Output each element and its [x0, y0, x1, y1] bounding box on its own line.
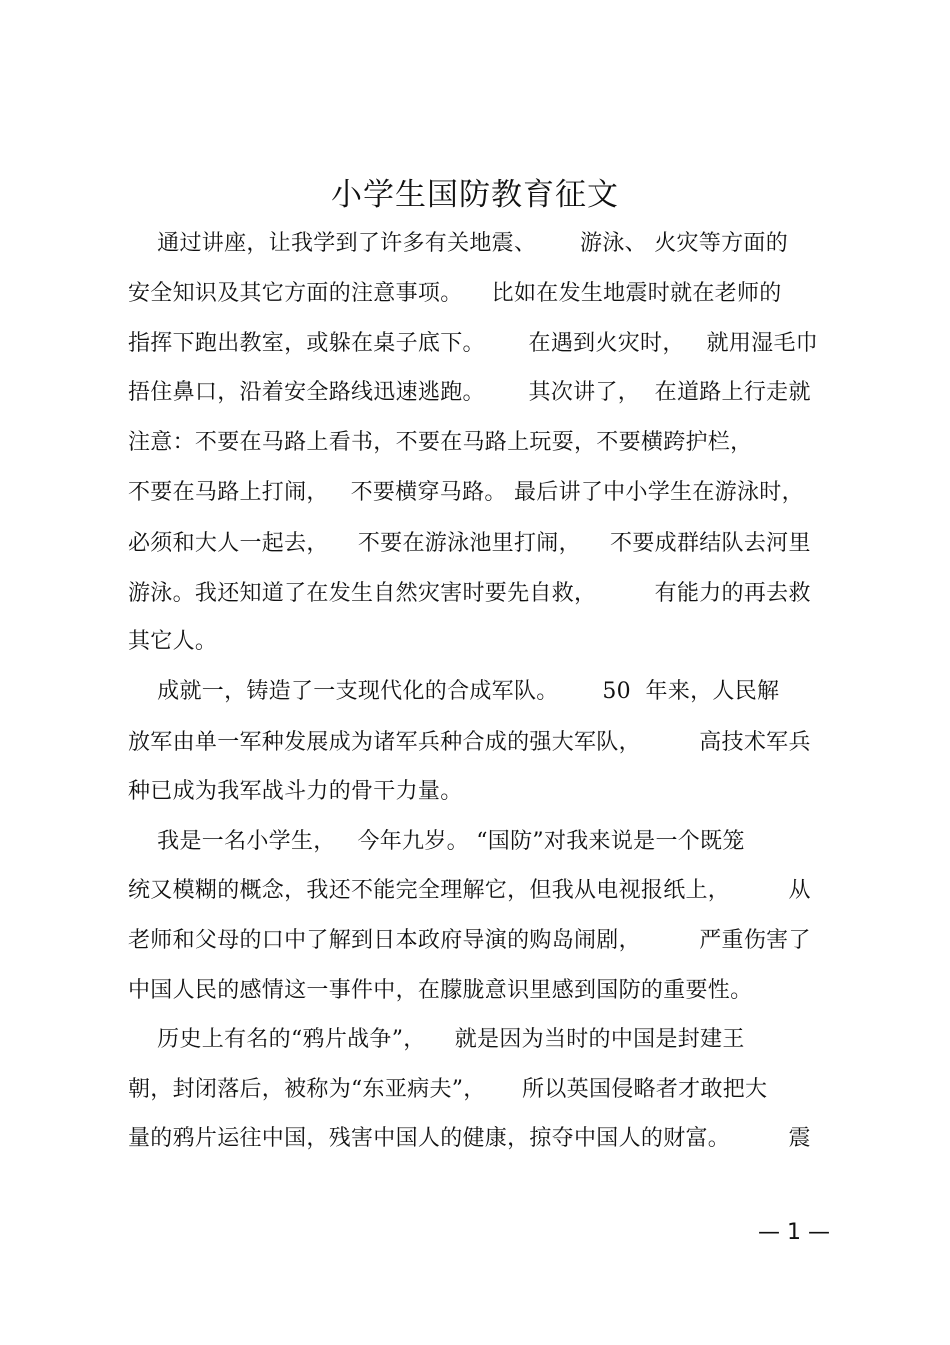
text-line: 安全知识及其它方面的注意事项。 比如在发生地震时就在老师的 — [128, 281, 782, 306]
text-line: 我是一名小学生， 今年九岁。 “国防”对我来说是一个既笼 — [128, 829, 745, 854]
text-line: 成就一，铸造了一支现代化的合成军队。 50 年来，人民解 — [128, 679, 780, 704]
text-line: 量的鸦片运往中国，残害中国人的健康，掠夺中国人的财富。 震 — [128, 1126, 811, 1151]
text-line: 其它人。 — [128, 629, 218, 654]
text-line: 朝，封闭落后，被称为“东亚病夫”， 所以英国侵略者才敢把大 — [128, 1077, 768, 1102]
text-line: 注意：不要在马路上看书，不要在马路上玩耍，不要横跨护栏， — [128, 430, 753, 455]
text-line: 游泳。我还知道了在发生自然灾害时要先自救， 有能力的再去救 — [128, 581, 811, 606]
document-title: 小学生国防教育征文 — [331, 177, 619, 213]
text-line: 统又模糊的概念，我还不能完全理解它，但我从电视报纸上， 从 — [128, 878, 811, 903]
text-line: 捂住鼻口，沿着安全路线迅速逃跑。 其次讲了， 在道路上行走就 — [128, 380, 811, 405]
text-line: 老师和父母的口中了解到日本政府导演的购岛闹剧， 严重伤害了 — [128, 928, 811, 953]
text-line: 放军由单一军种发展成为诸军兵种合成的强大军队， 高技术军兵 — [128, 730, 811, 755]
text-line: 种已成为我军战斗力的骨干力量。 — [128, 779, 463, 804]
text-line: 必须和大人一起去， 不要在游泳池里打闹， 不要成群结队去河里 — [128, 531, 811, 556]
text-line: 不要在马路上打闹， 不要横穿马路。 最后讲了中小学生在游泳时， — [128, 480, 804, 505]
text-line: 中国人民的感情这一事件中，在朦胧意识里感到国防的重要性。 — [128, 978, 753, 1003]
text-line: 历史上有名的“鸦片战争”， 就是因为当时的中国是封建王 — [128, 1027, 745, 1052]
text-line: 通过讲座，让我学到了许多有关地震、 游泳、 火灾等方面的 — [128, 231, 789, 256]
text-line: 指挥下跑出教室，或躲在桌子底下。 在遇到火灾时， 就用湿毛巾 — [128, 331, 819, 356]
page-number: — 1 — — [758, 1220, 830, 1245]
